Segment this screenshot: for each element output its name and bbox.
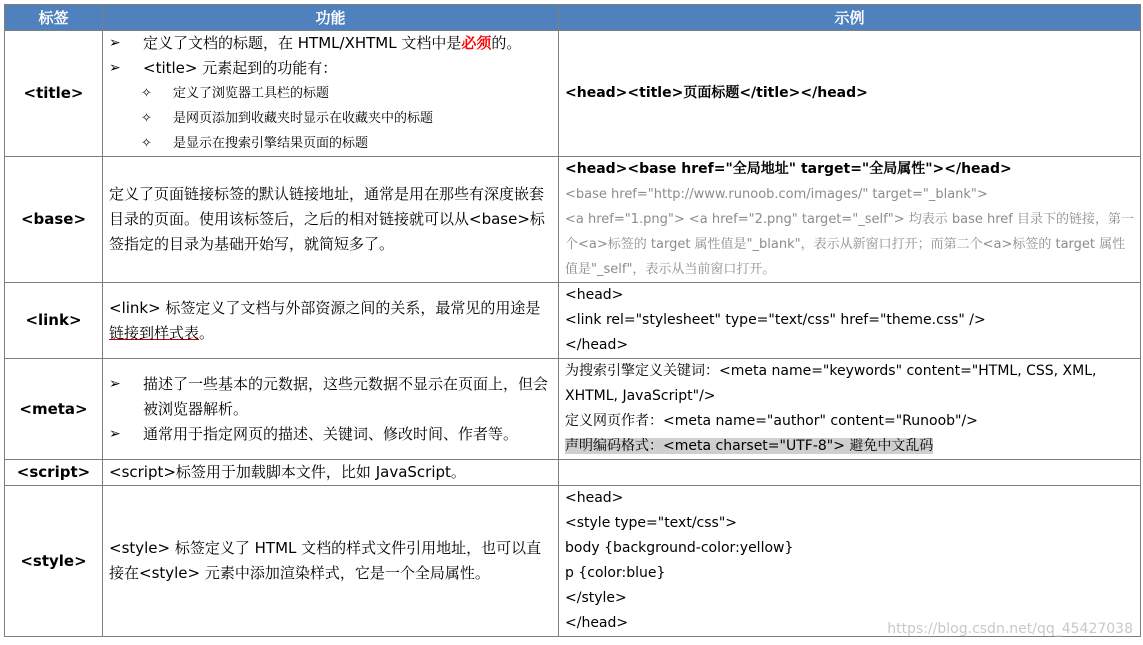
function-cell-style: <style> 标签定义了 HTML 文档的样式文件引用地址，也可以直接在<style> 元素中添加渲染样式，它是一个全局属性。 <box>103 486 559 637</box>
table-row-script <box>5 460 1141 486</box>
sub-list-item <box>109 81 552 106</box>
table-row-title <box>5 31 1141 157</box>
example-line: <link rel="stylesheet" type="text/css" href="theme.css" /> <box>565 312 986 328</box>
arrow-bullet-icon: ➢ <box>109 425 121 442</box>
tag-cell-style: <style> <box>5 486 103 637</box>
sub-bullet-text: 是显示在搜索引擎结果页面的标题 <box>173 136 369 151</box>
example-line: </style> <box>565 590 627 606</box>
sub-bullet-text: 是网页添加到收藏夹时显示在收藏夹中的标题 <box>173 111 434 126</box>
arrow-bullet-icon: ➢ <box>109 60 121 76</box>
example-cell-link <box>559 283 1141 359</box>
tag-cell-meta: <meta> <box>5 359 103 460</box>
example-line: <head><base href="全局地址" target="全局属性"></head> <box>565 161 1012 177</box>
arrow-bullet-icon: ➢ <box>109 35 121 51</box>
header-example: 示例 <box>559 5 1141 31</box>
list-item <box>109 31 552 56</box>
function-text: <link> 标签定义了文档与外部资源之间的关系，最常见的用途是 <box>109 298 541 317</box>
function-cell-base: 定义了页面链接标签的默认链接地址，通常是用在那些有深度嵌套目录的页面。使用该标签后，之后的相对链接就可以从<base>标签指定的目录为基础开始写，就简短多了。 <box>103 157 559 283</box>
example-line: </head> <box>565 337 629 353</box>
header-tag: 标签 <box>5 5 103 31</box>
example-line: <base href="http://www.runoob.com/images/" target="_blank"> <box>565 187 988 202</box>
sub-list-item <box>109 131 552 156</box>
highlighted-example-line: 声明编码格式：<meta charset="UTF-8"> 避免中文乱码 <box>565 438 934 454</box>
sub-list-item <box>109 106 552 131</box>
example-line: 为搜索引擎定义关键词：<meta name="keywords" content="HTML, CSS, XML, XHTML, JavaScript"/> <box>565 363 1097 404</box>
tag-cell-title: <title> <box>5 31 103 157</box>
example-cell-meta <box>559 359 1141 460</box>
bullet-text: 定义了文档的标题，在 HTML/XHTML 文档中是 <box>143 34 462 52</box>
list-item <box>109 422 552 447</box>
example-line: <a href="1.png"> <a href="2.png" target="_self"> 均表示 base href 目录下的链接，第一个<a>标签的 target 属性值是"_blank"，表示从新窗口打开；而第二个<a>标签的 target 属性值是"_self"，表示从当前窗口打开。 <box>565 212 1135 277</box>
table-row-link <box>5 283 1141 359</box>
function-cell-meta <box>103 359 559 460</box>
example-cell-base <box>559 157 1141 283</box>
emphasis-text: 必须 <box>461 34 492 52</box>
example-line: </head> <box>565 615 629 631</box>
bullet-text: 描述了一些基本的元数据，这些元数据不显示在页面上，但会被浏览器解析。 <box>143 374 549 418</box>
table-row-base <box>5 157 1141 283</box>
example-cell-script <box>559 460 1141 486</box>
diamond-bullet-icon: ✧ <box>141 136 152 151</box>
example-line: body {background-color:yellow} <box>565 540 794 556</box>
tag-cell-script: <script> <box>5 460 103 486</box>
example-line: <head> <box>565 490 624 506</box>
example-cell-title: <head><title>页面标题</title></head> <box>559 31 1141 157</box>
sub-bullet-text: 定义了浏览器工具栏的标题 <box>173 86 330 101</box>
function-cell-script: <script>标签用于加载脚本文件，比如 JavaScript。 <box>103 460 559 486</box>
tag-cell-base: <base> <box>5 157 103 283</box>
example-line: <head> <box>565 287 624 303</box>
example-line: p {color:blue} <box>565 565 666 581</box>
table-row-meta <box>5 359 1141 460</box>
example-cell-style <box>559 486 1141 637</box>
bullet-text: 通常用于指定网页的描述、关键词、修改时间、作者等。 <box>143 424 519 443</box>
diamond-bullet-icon: ✧ <box>141 86 152 101</box>
arrow-bullet-icon: ➢ <box>109 375 121 392</box>
list-item <box>109 56 552 81</box>
bullet-text-end: 的。 <box>491 34 522 52</box>
table-row-style <box>5 486 1141 637</box>
function-text-end: 。 <box>199 323 215 342</box>
header-row <box>5 5 1141 31</box>
example-line: <style type="text/css"> <box>565 515 737 531</box>
header-function: 功能 <box>103 5 559 31</box>
tag-cell-link: <link> <box>5 283 103 359</box>
watermark: https://blog.csdn.net/qq_45427038 <box>887 621 1133 637</box>
example-line: 定义网页作者：<meta name="author" content="Runoob"/> <box>565 413 978 429</box>
function-cell-link <box>103 283 559 359</box>
list-item <box>109 372 552 422</box>
function-cell-title <box>103 31 559 157</box>
underlined-text: 链接到样式表 <box>109 323 200 342</box>
html-head-tags-table <box>4 4 1141 637</box>
diamond-bullet-icon: ✧ <box>141 111 152 126</box>
bullet-text: <title> 元素起到的功能有： <box>143 59 338 77</box>
